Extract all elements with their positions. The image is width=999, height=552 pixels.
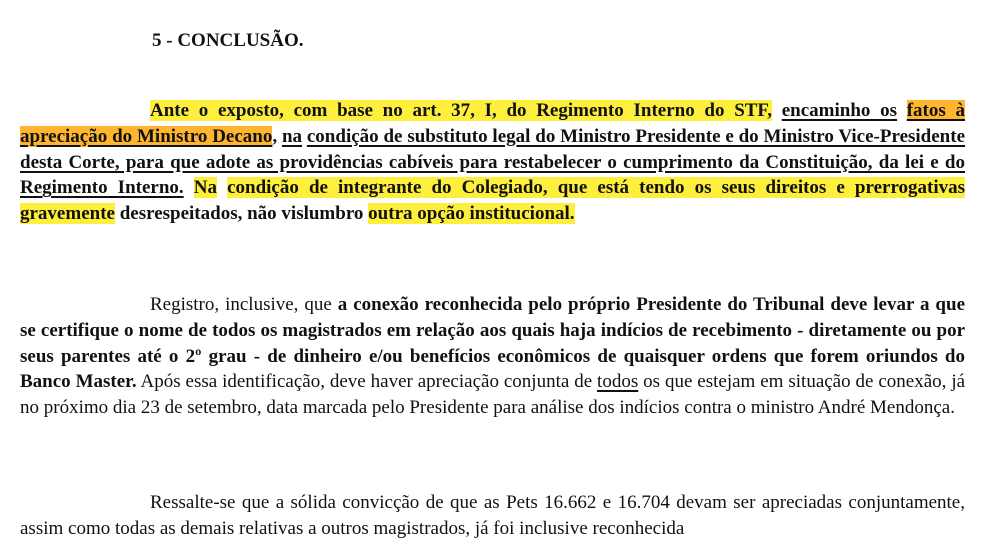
text-underlined: todos bbox=[597, 371, 639, 393]
paragraph-ressalte bbox=[20, 490, 965, 542]
text-plain: os que estejam em situação de conexão, já no próximo dia 23 de setembro, data marcada pelo Presidente para análise dos indícios contra o ministro André Mendonça. bbox=[20, 371, 966, 419]
text-underlined: encaminho os bbox=[781, 100, 898, 121]
text-plain: Ressalte-se que a sólida convicção de que as Pets 16.662 e 16.704 devam ser apreciadas conjuntamente, assim como todas as demais relativas a outros magistrados, já foi inclusive reconhecida bbox=[20, 492, 965, 539]
text-underlined: condição de substituto legal do Ministro Presidente e do Ministro Vice-Presidente desta Corte, para que adote as providências cabíveis para restabelecer o cumprimento da Constituição, da lei e do Regimento Interno. bbox=[20, 125, 966, 199]
text-highlighted-underlined: fatos à apreciação do Ministro Decano bbox=[20, 100, 965, 147]
text-plain: desrespeitados, não vislumbro bbox=[119, 203, 364, 225]
section-heading: 5 - CONCLUSÃO. bbox=[152, 30, 304, 51]
text-underlined: na bbox=[281, 125, 303, 147]
text-highlighted: condição de integrante do Colegiado, que está tendo os seus direitos e prerrogativas gravemente bbox=[20, 177, 966, 225]
text-plain: , bbox=[272, 125, 278, 147]
text-highlighted: Na bbox=[193, 177, 217, 199]
text-highlighted: Ante o exposto, com base no art. 37, I, do Regimento Interno do STF, bbox=[150, 100, 773, 121]
text-plain: Registro, inclusive, que bbox=[150, 294, 332, 315]
text-highlighted: outra opção institucional. bbox=[368, 203, 575, 225]
text-plain: Após essa identificação, deve haver apreciação conjunta de bbox=[140, 371, 593, 393]
paragraph-registro bbox=[20, 292, 965, 421]
text-bold: a conexão reconhecida pelo próprio Presidente do Tribunal deve levar a que se certifique o nome de todos os magistrados em relação aos quais haja indícios de recebimento - diretamente ou por seus parentes até o 2º grau - de dinheiro e/ou benefícios econômicos de quaisquer ordens que forem oriundos do Banco Master. bbox=[20, 294, 966, 393]
paragraph-conclusion bbox=[20, 98, 965, 227]
